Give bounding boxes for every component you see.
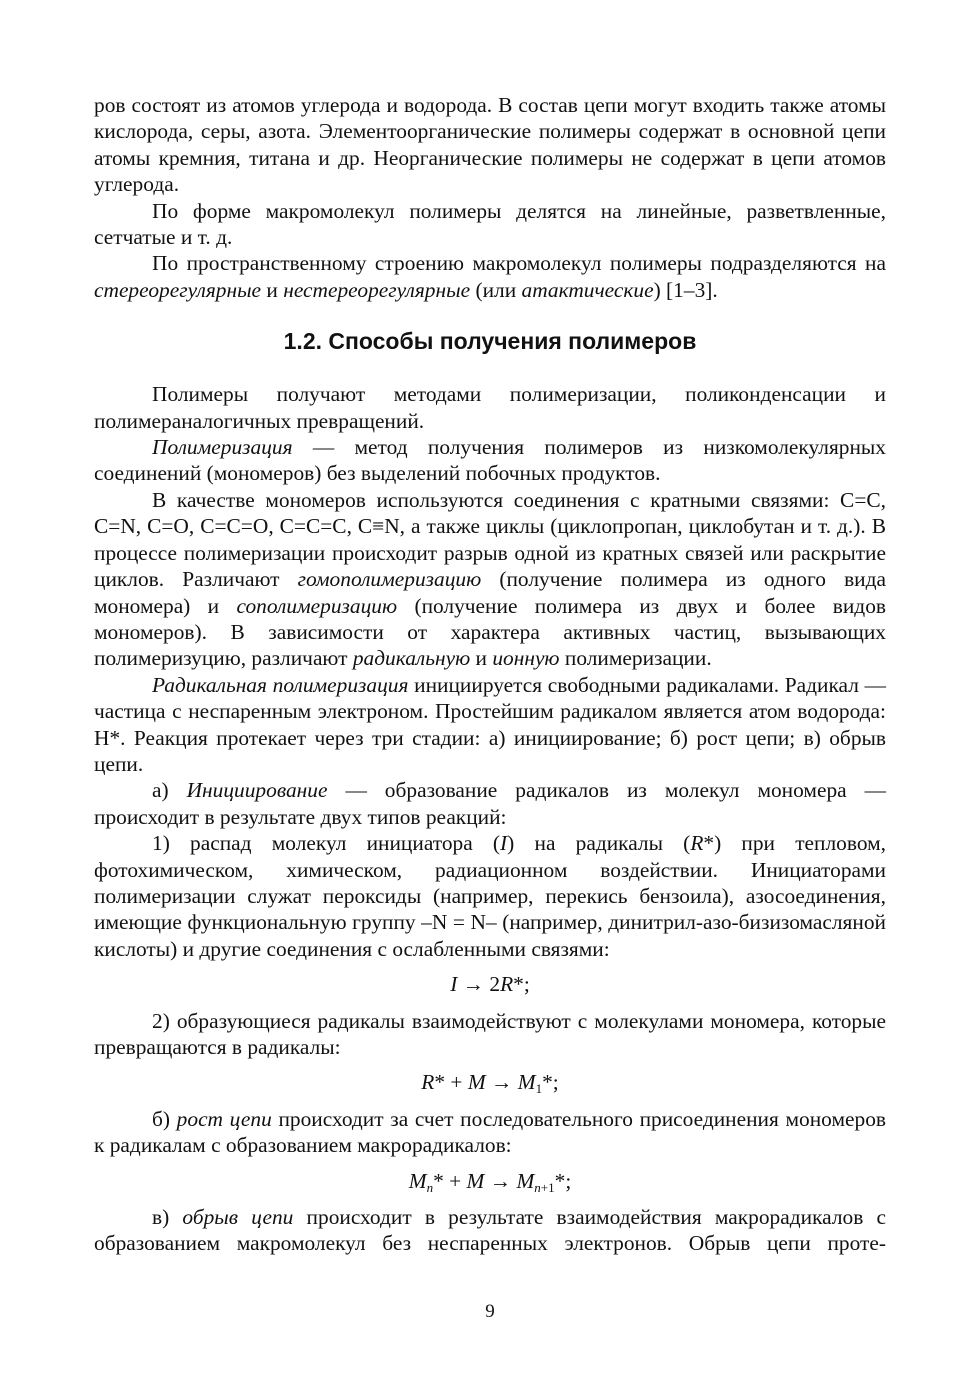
paragraph-radical-polymerization: Радикальная полимеризация инициируется свободными радикалами. Радикал — частица с неспаренным электроном. Простейшим радикалом является атом водорода: H*. Реакция протекает через три стадии: а) инициирование; б) рост цепи; в) обрыв цепи.	[94, 672, 886, 776]
paragraph-methods: Полимеры получают методами полимеризации, поликонденсации и полимераналогичных превращений.	[94, 382, 886, 433]
paragraph-chain-growth: б) рост цепи происходит за счет последовательного присоединения мономеров к радикалам с образованием макрорадикалов:	[94, 1106, 886, 1158]
section-heading: 1.2. Способы получения полимеров	[283, 328, 697, 355]
paragraph-radical-interaction: 2) образующиеся радикалы взаимодействуют с молекулами мономера, которые превращаются в радикалы:	[94, 1008, 886, 1059]
formula-initiator-decomposition: I → 2R*;	[450, 972, 530, 997]
paragraph-intro-continued: ров состоят из атомов углерода и водорода. В состав цепи могут входить также атомы кислорода, серы, азота. Элементоорганические полимеры содержат в основной цепи атомы кремния, титана и др. Неорганические полимеры не содержат в цепи атомов углерода.	[94, 93, 886, 197]
paragraph-monomers: В качестве мономеров используются соединения с кратными связями: C=C, C=N, C=O, C=C=O, C=C=C, C≡N, а также циклы (циклопропан, циклобутан и т. д.). В процессе полимеризации происходит разрыв одной из кратных связей или раскрытие циклов. Различают гомополимеризацию (получение полимера из одного вида мономера) и сополимеризацию (получение полимера из двух и более видов мономеров). В зависимости от характера активных частиц, вызывающих полимеризуцию, различают радикальную и ионную полимеризации.	[94, 487, 886, 671]
formula-radical-monomer: $R* + M \to M_1*$;	[421, 1070, 559, 1097]
paragraph-spatial-structure: По пространственному строению макромолекул полимеры подразделяются на стереорегулярные и нестереорегулярные (или атактические) [1–3].	[94, 251, 886, 302]
page-content	[94, 92, 886, 1257]
paragraph-chain-termination: в) обрыв цепи происходит в результате взаимодействия макрорадикалов с образованием макромолекул без неспаренных электронов. Обрыв цепи проте-	[94, 1205, 886, 1256]
paragraph-initiation: а) Инициирование — образование радикалов из молекул мономера — происходит в результате двух типов реакций:	[94, 778, 886, 829]
page-number: 9	[485, 1301, 495, 1322]
paragraph-initiator-decomposition: 1) распад молекул инициатора (I) на радикалы (R*) при тепловом, фотохимическом, химическом, радиационном воздействии. Инициаторами полимеризации служат пероксиды (например, перекись бензоила), азосоединения, имеющие функциональную группу –N = N– (например, динитрил-азо-бизизомасляной кислоты) и другие соединения с ослабленными связями:	[94, 831, 886, 961]
paragraph-polymerization-definition: Полимеризация — метод получения полимеров из низкомолекулярных соединений (мономеров) без выделений побочных продуктов.	[94, 435, 886, 486]
paragraph-macromolecule-form: По форме макромолекул полимеры делятся на линейные, разветвленные, сетчатые и т. д.	[94, 198, 886, 250]
formula-chain-growth: $M_n* + M \to M_{n+1}*$;	[408, 1168, 572, 1195]
